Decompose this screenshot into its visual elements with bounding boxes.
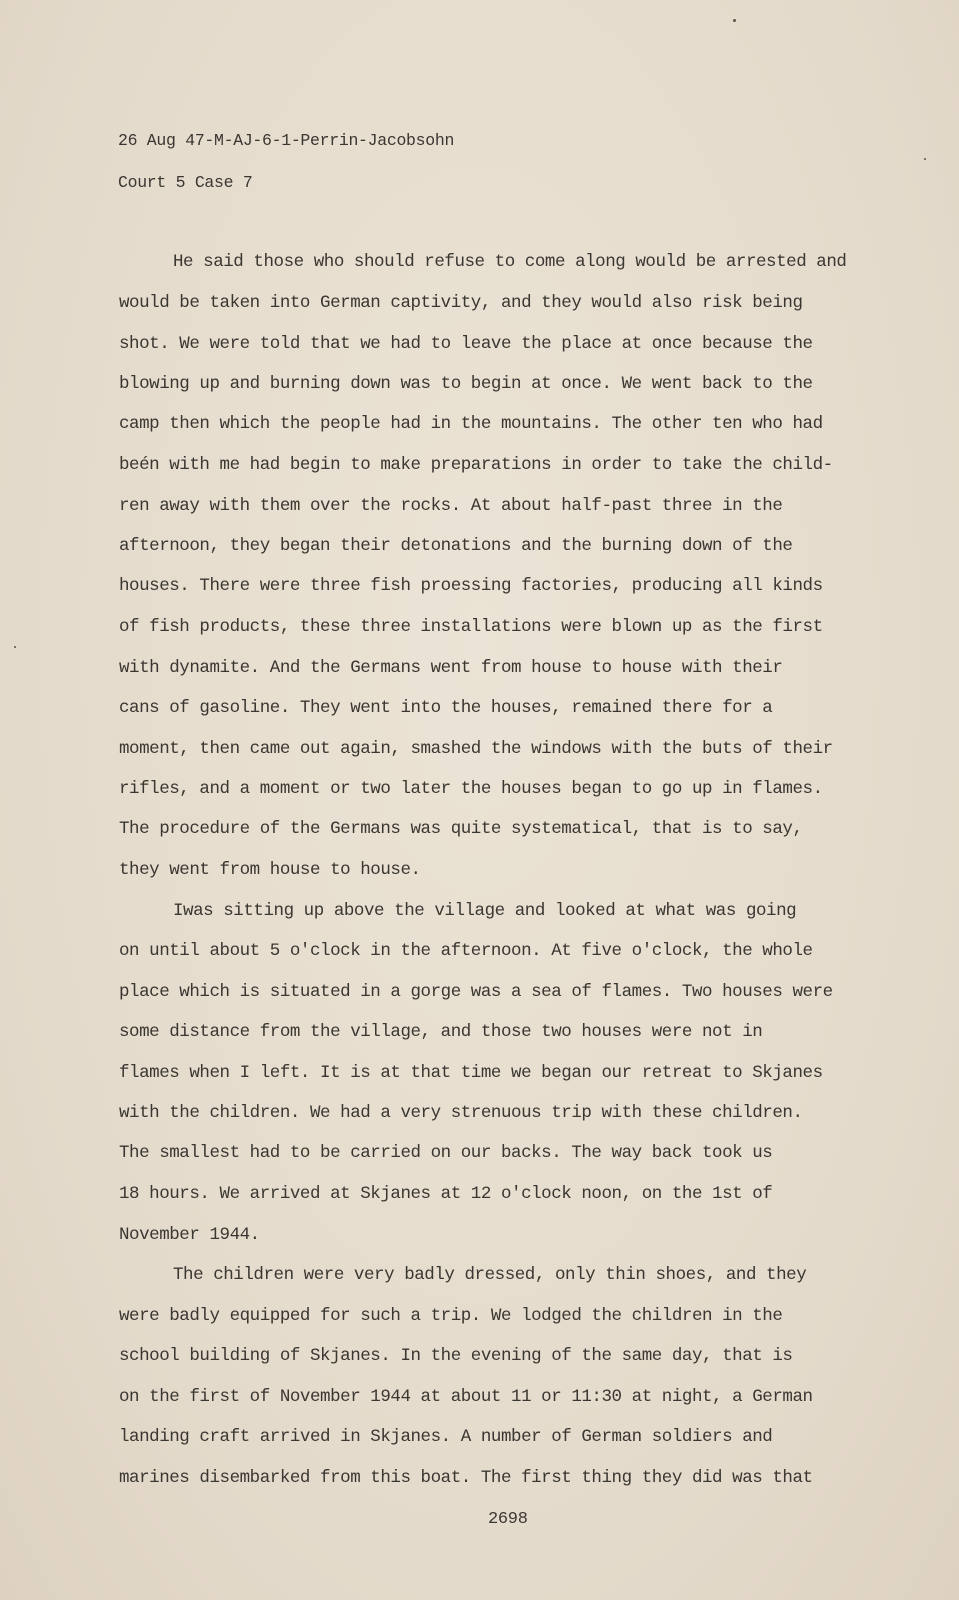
text-line: with dynamite. And the Germans went from house to house with their (119, 658, 783, 678)
page-number: 2698 (488, 1510, 528, 1529)
text-line: with the children. We had a very strenuous trip with these children. (119, 1103, 803, 1123)
text-line: beén with me had begin to make preparations in order to take the child- (119, 455, 833, 475)
text-line: afternoon, they began their detonations and the burning down of the (119, 536, 793, 556)
document-reference: 26 Aug 47-M-AJ-6-1-Perrin-Jacobsohn (118, 131, 455, 150)
text-line: Iwas sitting up above the village and looked at what was going (173, 901, 797, 921)
text-line: on the first of November 1944 at about 11 or 11:30 at night, a German (119, 1387, 813, 1407)
text-line: place which is situated in a gorge was a sea of flames. Two houses were (119, 982, 833, 1002)
text-line: The children were very badly dressed, only thin shoes, and they (173, 1265, 807, 1285)
paper-speck (14, 646, 16, 648)
paper-speck (733, 19, 736, 22)
text-line: ren away with them over the rocks. At about half-past three in the (119, 496, 783, 516)
text-line: flames when I left. It is at that time we began our retreat to Skjanes (119, 1063, 823, 1083)
court-case-label: Court 5 Case 7 (118, 173, 253, 192)
paper-speck (924, 158, 926, 160)
text-line: The procedure of the Germans was quite systematical, that is to say, (119, 819, 803, 839)
text-line: would be taken into German captivity, and they would also risk being (119, 293, 803, 313)
text-line: houses. There were three fish proessing factories, producing all kinds (119, 576, 823, 596)
text-line: camp then which the people had in the mountains. The other ten who had (119, 414, 823, 434)
text-line: landing craft arrived in Skjanes. A number of German soldiers and (119, 1427, 773, 1447)
text-line: November 1944. (119, 1225, 260, 1245)
text-line: 18 hours. We arrived at Skjanes at 12 o'clock noon, on the 1st of (119, 1184, 773, 1204)
text-line: blowing up and burning down was to begin at once. We went back to the (119, 374, 813, 394)
text-line: rifles, and a moment or two later the houses began to go up in flames. (119, 779, 823, 799)
text-line: moment, then came out again, smashed the windows with the buts of their (119, 739, 833, 759)
text-line: they went from house to house. (119, 860, 421, 880)
text-line: on until about 5 o'clock in the afternoon. At five o'clock, the whole (119, 941, 813, 961)
text-line: cans of gasoline. They went into the houses, remained there for a (119, 698, 773, 718)
text-line: were badly equipped for such a trip. We lodged the children in the (119, 1306, 783, 1326)
text-line: of fish products, these three installations were blown up as the first (119, 617, 823, 637)
text-line: marines disembarked from this boat. The first thing they did was that (119, 1468, 813, 1488)
text-line: shot. We were told that we had to leave the place at once because the (119, 334, 813, 354)
text-line: The smallest had to be carried on our backs. The way back took us (119, 1143, 773, 1163)
text-line: some distance from the village, and those two houses were not in (119, 1022, 763, 1042)
text-line: school building of Skjanes. In the evening of the same day, that is (119, 1346, 793, 1366)
text-line: He said those who should refuse to come along would be arrested and (173, 252, 847, 272)
